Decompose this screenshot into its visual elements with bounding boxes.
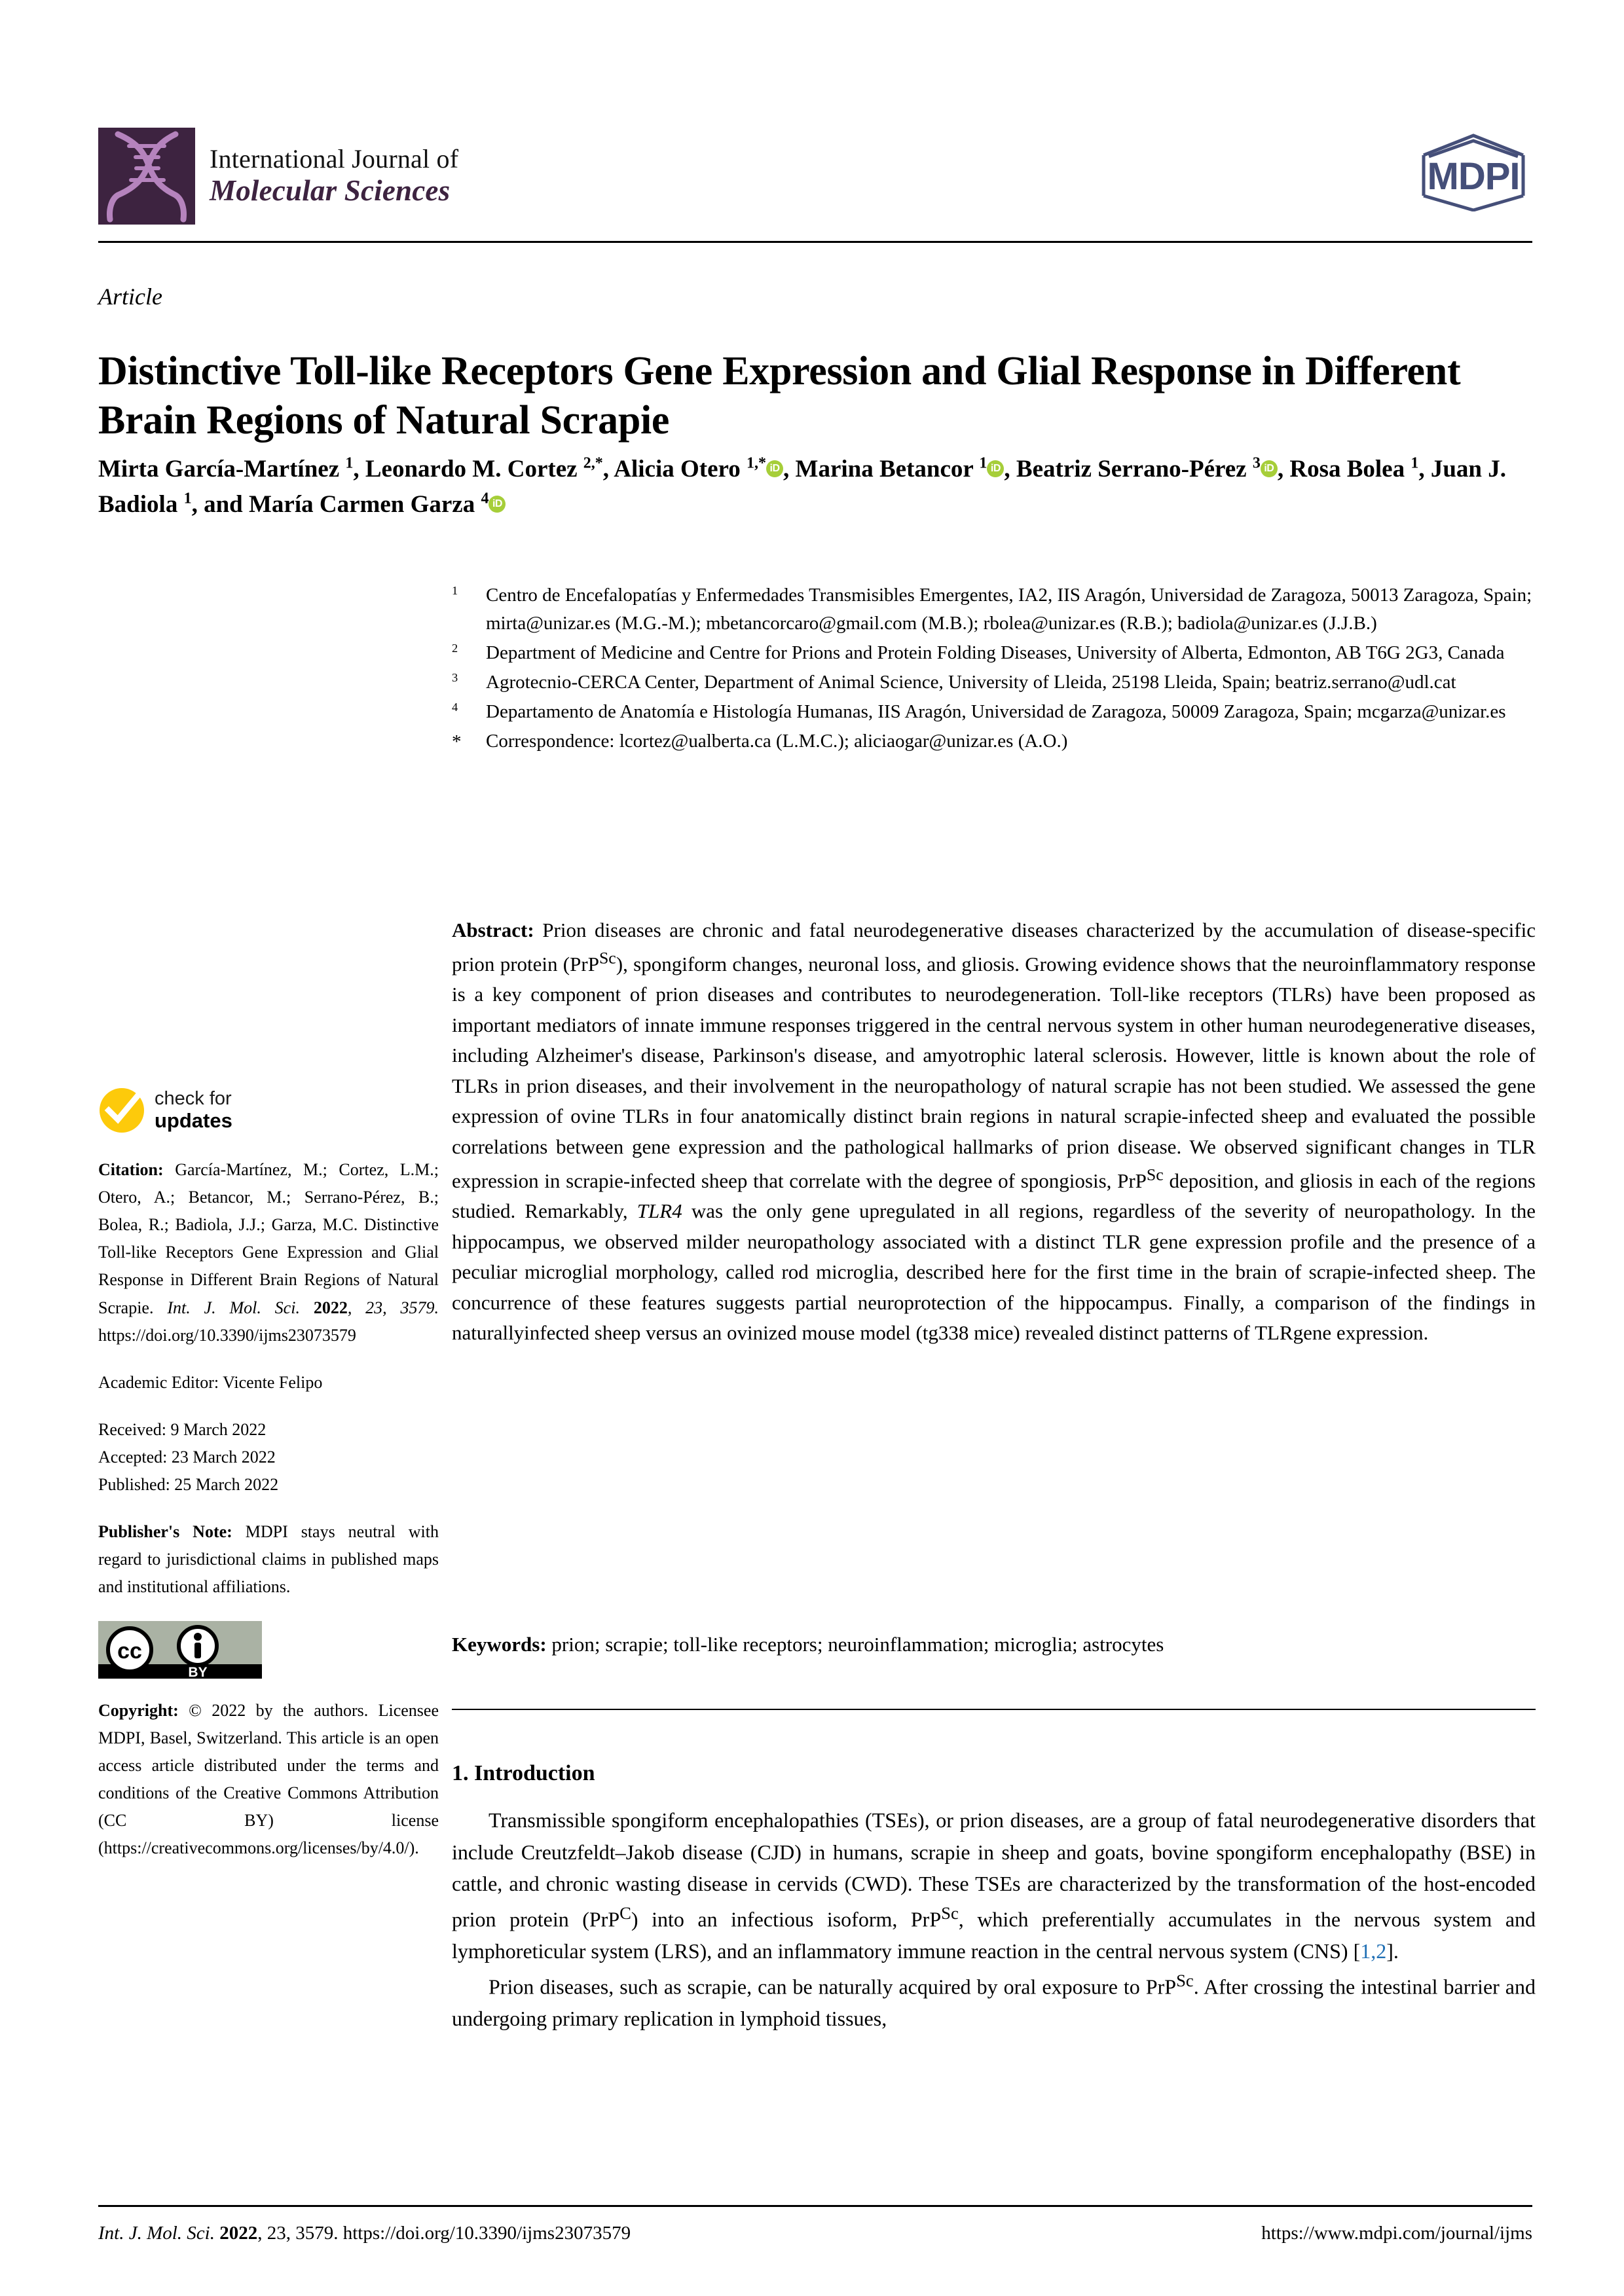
journal-title <box>210 145 458 207</box>
author-name: Mirta García-Martínez <box>98 456 346 483</box>
author-name: Leonardo M. Cortez <box>365 456 583 483</box>
article-metadata-sidebar <box>98 1087 439 1882</box>
author-affiliation-marker: 1,* <box>747 454 767 472</box>
keywords-text: prion; scrapie; toll-like receptors; neuroinflammation; microglia; astrocytes <box>551 1633 1164 1656</box>
affiliation-row <box>452 698 1539 726</box>
affiliation-text: Department of Medicine and Centre for Prions and Protein Folding Diseases, University of Alberta, Edmonton, AB T6G 2G3, Canada <box>486 642 1505 663</box>
check-for-updates-text <box>155 1088 232 1132</box>
abstract-section <box>452 915 1536 1349</box>
abstract-text: Prion diseases are chronic and fatal neurodegenerative diseases characterized by the accumulation of disease-specific prion protein (PrP$^{Sc}$), spongiform changes, neuronal loss, and gliosis. Growing evidence shows that the neuroinflammatory response is a key component of prion diseases and contributes to neurodegeneration. Toll-like receptors (TLRs) have been proposed as important mediators of innate immune responses triggered in the central nervous system in other human neurodegenerative diseases, including Alzheimer's disease, Parkinson's disease, and amyotrophic lateral sclerosis. However, little is known about the role of TLRs in prion diseases, and their involvement in the neuropathology of natural scrapie has not been studied. We assessed the gene expression of ovine TLRs in four anatomically distinct brain regions in natural scrapie-infected sheep and evaluated the possible correlations between gene expression and the pathological hallmarks of prion disease. We observed significant changes in TLR expression in scrapie-infected sheep that correlate with the degree of spongiosis, PrP$^{Sc}$ deposition, and gliosis in each of the regions studied. Remarkably, TLR4 was the only gene upregulated in all regions, regardless of the severity of neuropathology. In the hippocampus, we observed milder neuropathology associated with a distinct TLR gene expression profile and the presence of a peculiar microglial morphology, called rod microglia, described here for the first time in the brain of scrapie-infected sheep. The concurrence of these features suggests partial neuroprotection of the hippocampus. Finally, a comparison of the findings in naturallyinfected sheep versus an ovinized mouse model (tg338 mice) revealed distinct patterns of TLRgene expression. <box>452 919 1536 1345</box>
svg-text:cc: cc <box>117 1638 142 1664</box>
intro-p2-a: Prion diseases, such as scrapie, can be naturally acquired by oral exposure to PrP <box>489 1975 1177 1999</box>
superscript: Sc <box>599 948 616 968</box>
citation-doi-link[interactable]: https://doi.org/10.3390/ijms23073579 <box>98 1325 356 1345</box>
affiliation-row <box>452 727 1539 756</box>
affiliation-text: Agrotecnio-CERCA Center, Department of Animal Science, University of Lleida, 25198 Lleida, Spain; beatriz.serrano@udl.cat <box>486 671 1456 693</box>
author-affiliation-marker: 1 <box>183 490 192 507</box>
page-footer <box>98 2223 1532 2244</box>
author-affiliation-marker: 1 <box>345 454 354 472</box>
author-affiliation-marker: 1 <box>979 454 987 472</box>
gene-name: TLR4 <box>637 1199 682 1223</box>
publishers-note <box>98 1518 439 1601</box>
page-header <box>98 128 1532 232</box>
accepted-date: Accepted: 23 March 2022 <box>98 1447 276 1467</box>
journal-logo <box>98 128 458 225</box>
header-divider <box>98 241 1532 243</box>
copyright-block <box>98 1697 439 1863</box>
published-date: Published: 25 March 2022 <box>98 1475 279 1495</box>
article-type-label: Article <box>98 283 162 310</box>
author-affiliation-marker: 1 <box>1411 454 1419 472</box>
received-date: Received: 9 March 2022 <box>98 1419 267 1439</box>
intro-p1-c: , which preferentially accumulates in the nervous system and lymphoreticular system (LRS), and an inflammatory immune reaction in the central nervous system (CNS) [ <box>452 1907 1536 1963</box>
footer-journal-url[interactable]: https://www.mdpi.com/journal/ijms <box>1261 2223 1532 2244</box>
author-affiliation-marker: 4 <box>481 490 489 507</box>
footer-citation <box>98 2223 631 2244</box>
orcid-icon[interactable]: iD <box>766 460 783 477</box>
mdpi-logo <box>1414 133 1532 211</box>
affiliation-text: Departamento de Anatomía e Histología Humanas, IIS Aragón, Universidad de Zaragoza, 50009 Zaragoza, Spain; mcgarza@unizar.es <box>486 701 1506 722</box>
publishers-note-label: Publisher's Note: <box>98 1522 232 1542</box>
intro-paragraph-1 <box>452 1804 1536 1967</box>
affiliation-row <box>452 639 1539 667</box>
citation-text: García-Martínez, M.; Cortez, L.M.; Otero, A.; Betancor, M.; Serrano-Pérez, B.; Bolea, R.; Badiola, J.J.; Garza, M.C. Distinctive Toll-like Receptors Gene Expression and Glial Response in Different Brain Regions of Natural Scrapie. <box>98 1160 439 1317</box>
superscript: Sc <box>1146 1165 1164 1184</box>
citation-journal: Int. J. Mol. Sci. <box>167 1298 300 1317</box>
author-name: María Carmen Garza <box>248 490 481 518</box>
author-list: Mirta García-Martínez $^1$, Leonardo M. Cortez $^{2,*}$, Alicia Otero $^{1,*}$ iD , Marina Betancor $^1$ iD , Beatriz Serrano-Pérez $^3$ iD , Rosa Bolea $^1$, Juan J. Badiola $^1$, and María Carmen Garza $^4$ iD <box>98 454 1506 518</box>
publishers-note-text: MDPI stays neutral with regard to jurisdictional claims in published maps and institutional affiliations. <box>98 1522 439 1597</box>
dna-helix-icon <box>98 128 195 225</box>
affiliation-marker: * <box>452 731 462 752</box>
affiliation-text: Correspondence: lcortez@ualberta.ca (L.M.C.); aliciaogar@unizar.es (A.O.) <box>486 730 1068 752</box>
author-name: Alicia Otero <box>614 456 747 483</box>
author-name: Marina Betancor <box>795 456 980 483</box>
page-title: Distinctive Toll-like Receptors Gene Expression and Glial Response in Different Brain Regions of Natural Scrapie <box>98 348 1461 443</box>
check-for-updates-badge[interactable] <box>98 1087 439 1134</box>
abstract-label: Abstract: <box>452 919 534 941</box>
footer-journal: Int. J. Mol. Sci. <box>98 2223 215 2244</box>
author-name: Rosa Bolea <box>1289 456 1411 483</box>
copyright-text: © 2022 by the authors. Licensee MDPI, Basel, Switzerland. This article is an open access article distributed under the terms and conditions of the Creative Commons Attribution (CC BY) license (https://creativecommons.org/licenses/by/4.0/). <box>98 1700 439 1858</box>
author-name: Beatriz Serrano-Pérez <box>1016 456 1253 483</box>
check-updates-line1: check for <box>155 1088 232 1110</box>
check-updates-line2: updates <box>155 1108 232 1132</box>
intro-p1-b: ) into an infectious isoform, PrP <box>631 1907 942 1931</box>
citation-volume-page: , 23, 3579. <box>347 1298 439 1317</box>
academic-editor: Academic Editor: Vicente Felipo <box>98 1372 323 1392</box>
affiliation-marker: 1 <box>452 584 458 597</box>
author-name: Juan J. Badiola <box>98 456 1506 518</box>
affiliation-marker: 3 <box>452 670 458 684</box>
keywords-section <box>452 1630 1536 1660</box>
orcid-icon[interactable]: iD <box>1261 460 1278 477</box>
publication-dates <box>98 1416 439 1499</box>
intro-p1-d: ]. <box>1386 1939 1399 1963</box>
affiliation-row <box>452 668 1539 697</box>
citation-link-1-2[interactable]: 1,2 <box>1360 1939 1387 1963</box>
introduction-body <box>452 1804 1536 2035</box>
journal-title-line2: Molecular Sciences <box>210 174 451 208</box>
affiliation-marker: 2 <box>452 641 458 655</box>
keywords-divider <box>452 1709 1536 1710</box>
citation-year: 2022 <box>313 1298 348 1317</box>
footer-year: 2022 <box>219 2223 258 2244</box>
orcid-icon[interactable]: iD <box>987 460 1004 477</box>
copyright-label: Copyright: <box>98 1700 179 1720</box>
intro-p1-a: Transmissible spongiform encephalopathies (TSEs), or prion diseases, are a group of fatal neurodegenerative disorders that include Creutzfeldt–Jakob disease (CJD) in humans, scrapie in sheep and goats, bovine spongiform encephalopathy (BSE) in cattle, and chronic wasting disease in cervids (CWD). These TSEs are characterized by the transformation of the host-encoded prion protein (PrP <box>452 1808 1536 1931</box>
author-affiliation-marker: 3 <box>1252 454 1261 472</box>
footer-divider <box>98 2205 1532 2207</box>
affiliation-marker: 4 <box>452 700 458 714</box>
affiliation-row <box>452 581 1539 638</box>
orcid-icon[interactable]: iD <box>489 496 506 513</box>
footer-rest: , 23, 3579. https://doi.org/10.3390/ijms23073579 <box>257 2223 631 2244</box>
cc-by-label: BY <box>188 1664 208 1679</box>
author-affiliation-marker: 2,* <box>583 454 603 472</box>
citation-label: Citation: <box>98 1160 164 1179</box>
journal-title-line1: International Journal of <box>210 144 459 174</box>
intro-p2-sup: Sc <box>1176 1970 1194 1990</box>
intro-p1-sup1: C <box>619 1903 631 1923</box>
intro-paragraph-2 <box>452 1967 1536 2035</box>
keywords-label: Keywords: <box>452 1633 547 1656</box>
affiliation-list <box>452 581 1539 757</box>
creative-commons-by-icon <box>98 1621 262 1679</box>
citation-block <box>98 1156 439 1349</box>
mdpi-wordmark: MDPI <box>1427 155 1520 198</box>
intro-p1-sup2: Sc <box>941 1903 959 1923</box>
checkmark-icon <box>98 1087 145 1134</box>
affiliation-text: Centro de Encefalopatías y Enfermedades Transmisibles Emergentes, IA2, IIS Aragón, Universidad de Zaragoza, 50013 Zaragoza, Spain; mirta@unizar.es (M.G.-M.); mbetancorcaro@gmail.com (M.B.); rbolea@unizar.es (R.B.); badiola@unizar.es (J.J.B.) <box>486 585 1532 634</box>
section-heading-introduction: 1. Introduction <box>452 1761 595 1785</box>
intro-p2-b: . After crossing the intestinal barrier and undergoing primary replication in lymphoid tissues, <box>452 1975 1536 2031</box>
